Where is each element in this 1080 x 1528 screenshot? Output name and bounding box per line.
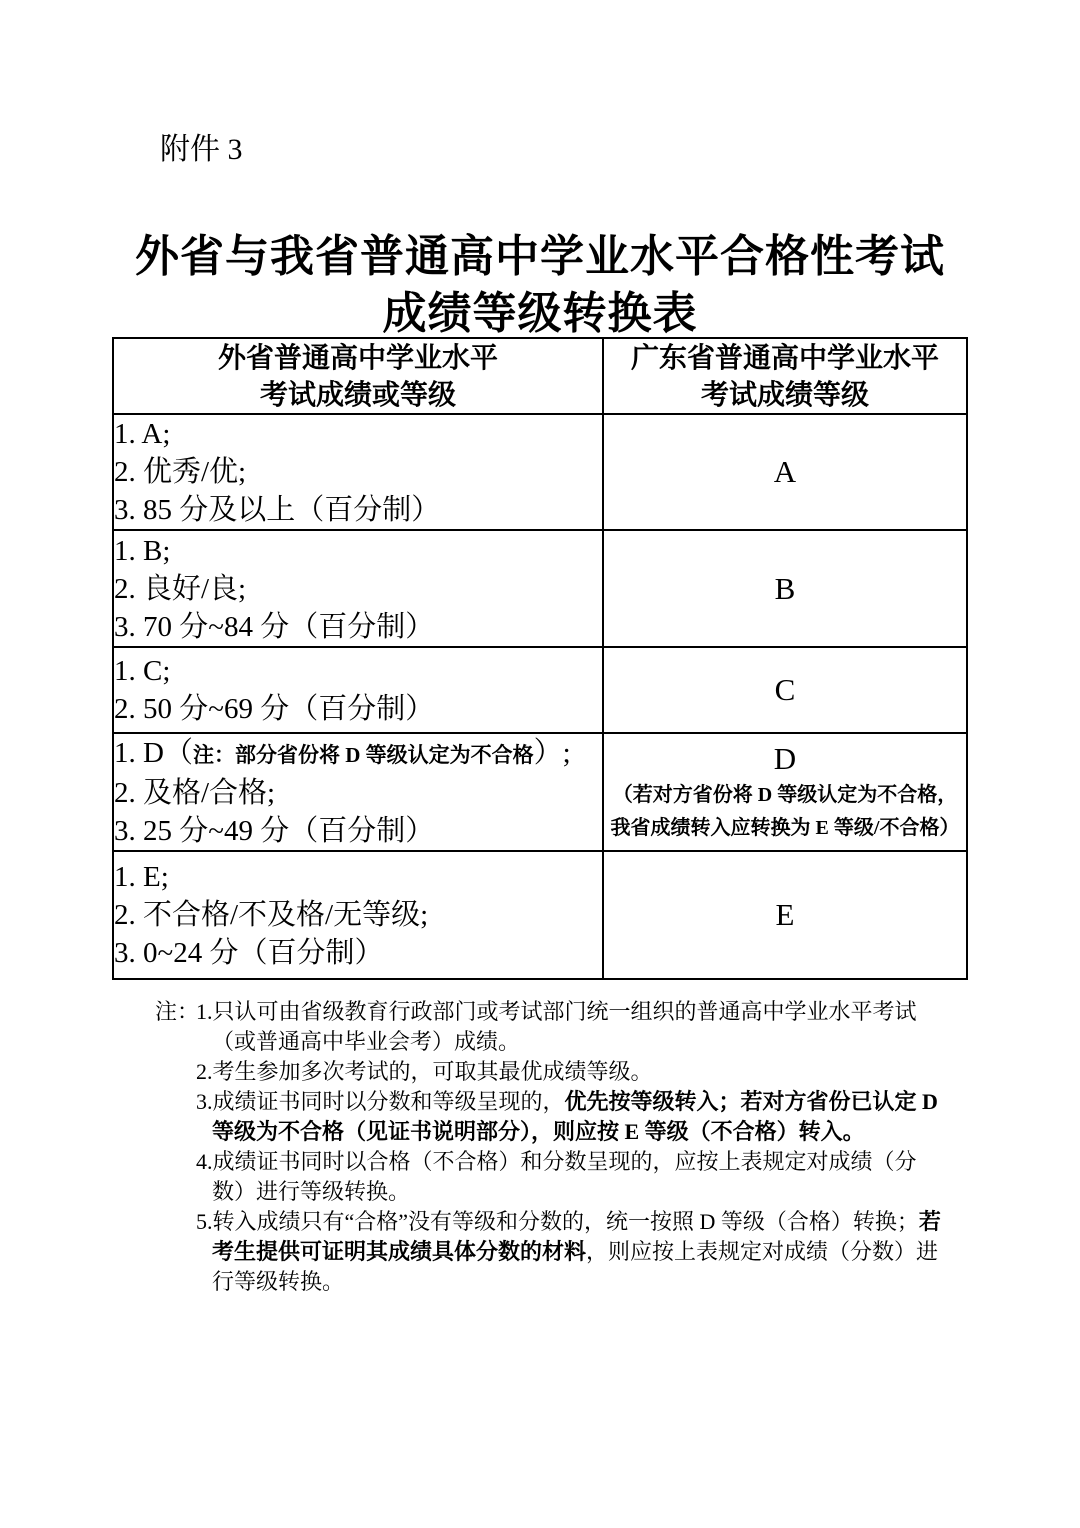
attachment-label: 附件 3 <box>160 133 243 166</box>
row-a-item-1: 1. A; <box>114 418 171 450</box>
note-3-bold: 优先按等级转入；若对方省份已认定 D 等级为不合格（见证书说明部分），则应按 E 等级（不合格）转入。 <box>212 1089 938 1144</box>
header-other-province <box>113 338 603 414</box>
title-line-1: 外省与我省普通高中学业水平合格性考试 <box>135 232 945 281</box>
notes-label: 注： <box>155 999 200 1024</box>
table-header-row <box>113 338 967 414</box>
row-c-target-cell <box>603 647 967 733</box>
header-guangdong <box>603 338 967 414</box>
row-a-item-2: 2. 优秀/优; <box>114 456 247 488</box>
row-b-item-3: 3. 70 分~84 分（百分制） <box>114 610 435 643</box>
row-d-item-1-note: 注：部分省份将 D 等级认定为不合格 <box>192 743 534 767</box>
row-d-item-2: 2. 及格/合格; <box>114 777 276 809</box>
row-b-source-cell <box>113 530 603 647</box>
row-a-target-cell <box>603 414 967 530</box>
header-other-province-line2: 考试成绩或等级 <box>259 379 456 410</box>
row-d-target-note-line2: 我省成绩转入应转换为 E 等级/不合格） <box>610 817 960 839</box>
row-d-target-grade: D <box>773 741 797 776</box>
row-d-item-3: 3. 25 分~49 分（百分制） <box>114 815 435 847</box>
row-d-target-note-line1: （若对方省份将 D 等级认定为不合格， <box>612 784 958 806</box>
note-4: 4.成绩证书同时以合格（不合格）和分数呈现的，应按上表规定对成绩（分数）进行等级转换。 <box>196 1149 917 1204</box>
row-e-target-grade: E <box>775 897 795 932</box>
row-c-target-grade: C <box>774 672 796 707</box>
note-1: 1.只认可由省级教育行政部门或考试部门统一组织的普通高中学业水平考试（或普通高中毕业会考）成绩。 <box>196 999 917 1054</box>
row-c-item-1: 1. C; <box>114 655 171 687</box>
row-a-item-3: 3. 85 分及以上（百分制） <box>114 494 441 526</box>
row-b-target-grade: B <box>774 570 796 606</box>
note-5 <box>196 1207 945 1297</box>
row-b-item-2: 2. 良好/良; <box>114 572 247 605</box>
note-5-bold: 若考生提供可证明其成绩具体分数的材料 <box>212 1209 941 1264</box>
row-d-item-1-prefix: 1. D（ <box>114 737 193 769</box>
note-3 <box>196 1087 945 1147</box>
row-e-source-cell <box>113 851 603 979</box>
row-d-target-cell <box>603 733 967 851</box>
notes-list <box>155 997 945 1297</box>
row-c-source-cell <box>113 647 603 733</box>
row-e-item-1: 1. E; <box>114 861 169 893</box>
row-d-item-1 <box>114 734 602 774</box>
row-b-item-1: 1. B; <box>114 534 171 567</box>
row-d-source-cell <box>113 733 603 851</box>
notes-section <box>155 997 945 1297</box>
table-row-grade-a <box>113 414 967 530</box>
grade-conversion-table <box>112 337 968 980</box>
table-row-grade-c <box>113 647 967 733</box>
table-row-grade-d <box>113 733 967 851</box>
note-5-regular-2: ，则应按上表规定对成绩（分数）进行等级转换。 <box>212 1239 939 1294</box>
note-5-regular-1: 5.转入成绩只有“合格”没有等级和分数的，统一按照 D 等级（合格）转换； <box>196 1209 919 1234</box>
table-row-grade-e <box>113 851 967 979</box>
row-e-target-cell <box>603 851 967 979</box>
row-b-target-cell <box>603 530 967 647</box>
row-c-item-2: 2. 50 分~69 分（百分制） <box>114 693 435 725</box>
header-guangdong-line2: 考试成绩等级 <box>700 379 869 410</box>
table-row-grade-b <box>113 530 967 647</box>
row-a-source-cell <box>113 414 603 530</box>
title-line-2: 成绩等级转换表 <box>382 289 698 338</box>
header-guangdong-line1: 广东省普通高中学业水平 <box>630 342 939 373</box>
note-3-regular: 3.成绩证书同时以分数和等级呈现的， <box>196 1089 565 1114</box>
row-e-item-2: 2. 不合格/不及格/无等级; <box>114 899 429 931</box>
row-e-item-3: 3. 0~24 分（百分制） <box>114 937 384 969</box>
row-d-item-1-suffix: ）; <box>533 737 571 769</box>
row-a-target-grade: A <box>773 454 797 489</box>
document-title <box>0 228 1080 342</box>
header-other-province-line1: 外省普通高中学业水平 <box>217 342 498 373</box>
note-2: 2.考生参加多次考试的，可取其最优成绩等级。 <box>196 1059 653 1084</box>
